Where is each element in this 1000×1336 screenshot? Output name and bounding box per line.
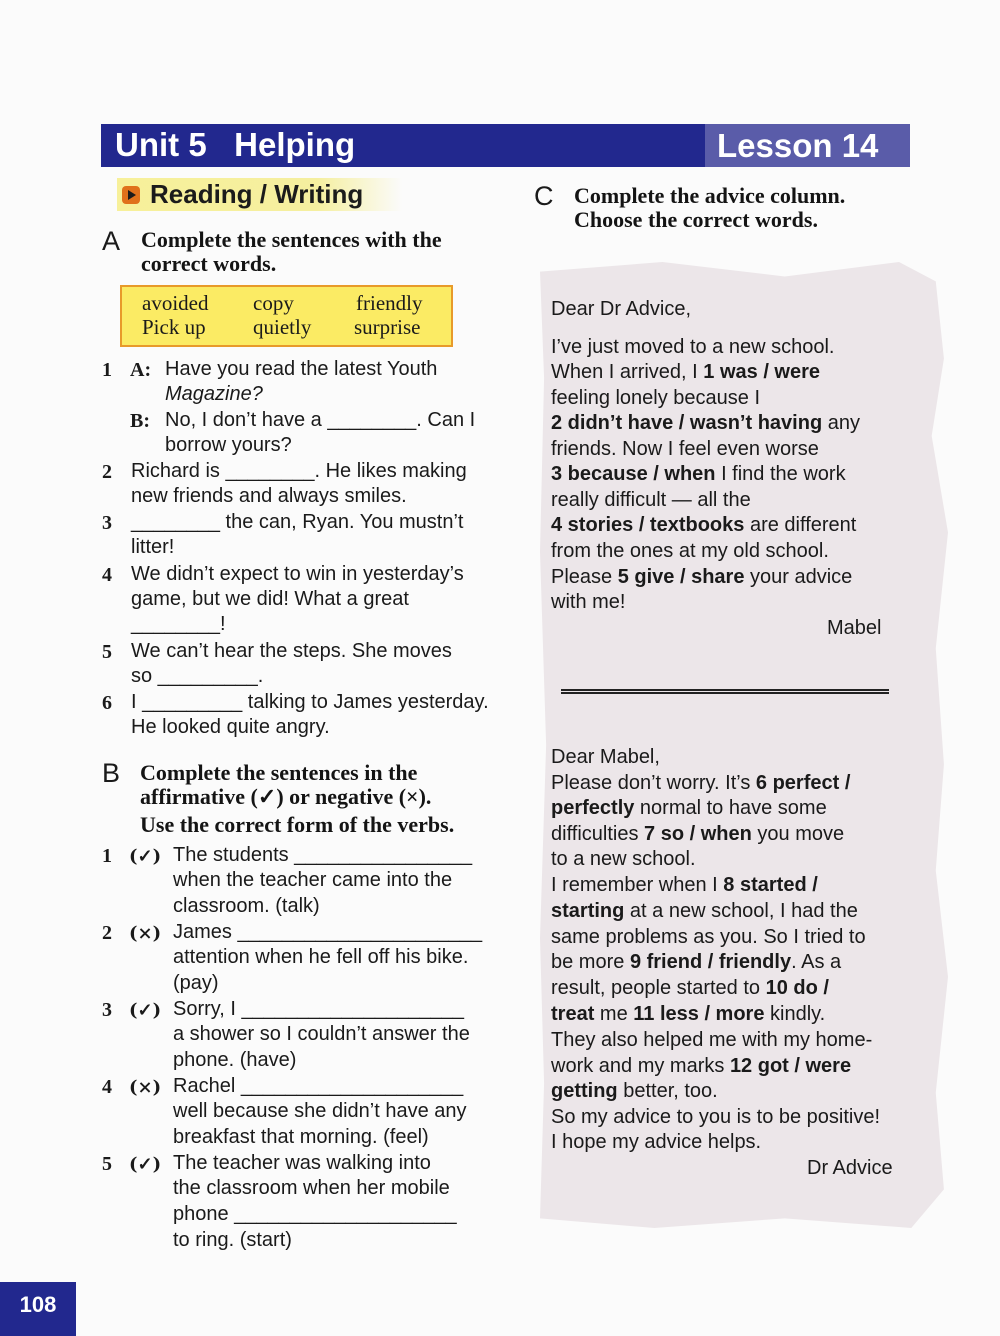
letter-line: perfectly normal to have some (551, 797, 827, 819)
section-a-instruction (141, 228, 442, 276)
item-number: 4 (102, 1076, 112, 1098)
exercise-line: classroom. (talk) (173, 895, 320, 917)
letter-greeting: Dear Dr Advice, (551, 298, 692, 320)
speaker-label: B: (130, 410, 150, 432)
page-number: 108 (0, 1282, 76, 1336)
speaker-label: A: (130, 359, 152, 381)
exercise-line: Richard is ________. He likes making (131, 460, 467, 482)
letter-line: feeling lonely because I (551, 387, 761, 409)
exercise-line: We can’t hear the steps. She moves (131, 640, 452, 662)
exercise-line: well because she didn’t have any (173, 1100, 467, 1122)
letter-signature: Mabel (827, 617, 882, 639)
exercise-line: Sorry, I ____________________ (173, 998, 464, 1020)
letter-line: result, people started to 10 do / (551, 977, 829, 999)
exercise-line: litter! (131, 536, 175, 558)
skill-label-text: Reading / Writing (150, 179, 364, 209)
exercise-line: game, but we did! What a great (131, 588, 409, 610)
letter-line: I remember when I 8 started / (551, 874, 818, 896)
letter-line: friends. Now I feel even worse (551, 438, 819, 460)
item-number: 2 (102, 461, 112, 483)
section-b-instruction (140, 761, 454, 837)
letter-line: Please 5 give / share your advice (551, 566, 853, 588)
letter-line: Please don’t worry. It’s 6 perfect / (551, 772, 851, 794)
exercise-line: attention when he fell off his bike. (173, 946, 469, 968)
cross-mark: (×) (129, 1077, 162, 1098)
letter-greeting: Dear Mabel, (551, 746, 660, 768)
exercise-line: the classroom when her mobile (173, 1177, 450, 1199)
lesson-title: Lesson 14 (705, 124, 910, 167)
section-c-letter: C (534, 181, 554, 211)
instruction-line: correct words. (141, 251, 277, 276)
section-c-instruction (574, 184, 845, 232)
exercise-line: (pay) (173, 972, 219, 994)
item-number: 5 (102, 641, 112, 663)
item-number: 3 (102, 999, 112, 1021)
letter-line: I’ve just moved to a new school. (551, 336, 835, 358)
letter-line: 3 because / when I find the work (551, 463, 846, 485)
letter-line: difficulties 7 so / when you move (551, 823, 845, 845)
word-box-item: copy (253, 291, 294, 315)
letter-line: same problems as you. So I tried to (551, 926, 866, 948)
letter-line: from the ones at my old school. (551, 540, 829, 562)
skill-label (117, 178, 402, 211)
letter-line: I hope my advice helps. (551, 1131, 762, 1153)
check-mark: (✓) (129, 1154, 162, 1175)
letter-line: really difficult — all the (551, 489, 751, 511)
letter-line: be more 9 friend / friendly. As a (551, 951, 842, 973)
letter-line: So my advice to you is to be positive! (551, 1106, 881, 1128)
exercise-line: Magazine? (165, 383, 263, 405)
item-number: 1 (102, 845, 112, 867)
exercise-line: The students ________________ (173, 844, 473, 866)
exercise-line: borrow yours? (165, 434, 292, 456)
exercise-line: breakfast that morning. (feel) (173, 1126, 429, 1148)
exercise-line: new friends and always smiles. (131, 485, 407, 507)
instruction-line: Complete the advice column. (574, 183, 846, 208)
instruction-line: Use the correct form of the verbs. (140, 812, 455, 837)
word-box-item: avoided (142, 291, 209, 315)
unit-title: Unit 5 Helping (115, 126, 356, 163)
exercise-line: Have you read the latest Youth (165, 358, 438, 380)
item-number: 4 (102, 564, 112, 586)
cross-mark: (×) (129, 923, 162, 944)
item-number: 5 (102, 1153, 112, 1175)
exercise-line: James ______________________ (173, 921, 483, 943)
letter-line: They also helped me with my home- (551, 1029, 873, 1051)
exercise-line: He looked quite angry. (131, 716, 330, 738)
exercise-line: phone ____________________ (173, 1203, 457, 1225)
item-number: 1 (102, 359, 112, 381)
exercise-line: The teacher was walking into (173, 1152, 431, 1174)
column-divider (561, 689, 889, 694)
letter-line: getting better, too. (551, 1080, 718, 1102)
word-box-item: Pick up (142, 315, 206, 339)
item-number: 3 (102, 512, 112, 534)
exercise-line: so _________. (131, 665, 264, 687)
check-mark: (✓) (129, 1000, 162, 1021)
section-a-letter: A (102, 226, 121, 256)
letter-line: 4 stories / textbooks are different (551, 514, 857, 536)
word-box-item: quietly (253, 315, 312, 339)
exercise-line: We didn’t expect to win in yesterday’s (131, 563, 464, 585)
letter-line: to a new school. (551, 848, 696, 870)
exercise-line: ________ the can, Ryan. You mustn’t (131, 511, 464, 533)
letter-line: When I arrived, I 1 was / were (551, 361, 821, 383)
item-number: 6 (102, 692, 112, 714)
letter-line: 2 didn’t have / wasn’t having any (551, 412, 860, 434)
letter-line: treat me 11 less / more kindly. (551, 1003, 826, 1025)
letter-line: starting at a new school, I had the (551, 900, 858, 922)
exercise-line: No, I don’t have a ________. Can I (165, 409, 476, 431)
exercise-line: Rachel ____________________ (173, 1075, 464, 1097)
letter-line: work and my marks 12 got / were (551, 1055, 852, 1077)
instruction-line: Complete the sentences with the (141, 227, 442, 252)
exercise-line: phone. (have) (173, 1049, 297, 1071)
word-box (120, 285, 453, 347)
instruction-line: Choose the correct words. (574, 207, 818, 232)
exercise-line: ________! (131, 613, 226, 635)
section-b-letter: B (102, 758, 121, 788)
letter-signature: Dr Advice (807, 1157, 893, 1179)
exercise-line: when the teacher came into the (173, 869, 453, 891)
word-box-item: friendly (356, 291, 423, 315)
exercise-line: to ring. (start) (173, 1229, 292, 1251)
unit-banner (101, 124, 910, 167)
check-mark: (✓) (129, 846, 162, 867)
instruction-line: affirmative (✓) or negative (×). (140, 784, 432, 809)
exercise-line: I _________ talking to James yesterday. (131, 691, 489, 713)
instruction-line: Complete the sentences in the (140, 760, 418, 785)
item-number: 2 (102, 922, 112, 944)
letter-line: with me! (551, 591, 626, 613)
word-box-item: surprise (354, 315, 421, 339)
exercise-line: a shower so I couldn’t answer the (173, 1023, 470, 1045)
play-icon (122, 186, 140, 204)
